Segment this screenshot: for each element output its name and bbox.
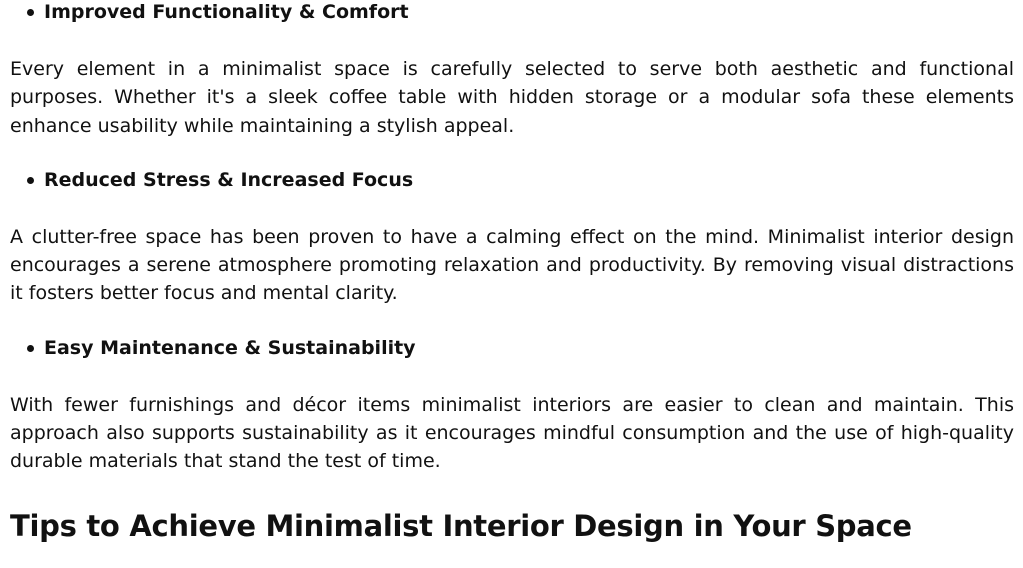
bullet-heading: Easy Maintenance & Sustainability	[44, 336, 416, 359]
paragraph: With fewer furnishings and décor items minimalist interiors are easier to clean and maintain. This approach also supports sustainability as it encourages mindful consumption and the use of high-quality durable materials that stand the test of time.	[10, 393, 1014, 473]
bullet-dot-icon	[27, 9, 34, 16]
paragraph: Every element in a minimalist space is carefully selected to serve both aesthetic and functional purposes. Whether it's a sleek coffee table with hidden storage or a modular sofa these elements enhance usability while maintaining a stylish appeal.	[10, 58, 1014, 137]
bullet-dot-icon	[27, 345, 34, 352]
bullet-dot-icon	[27, 177, 34, 184]
article-body	[10, 0, 1014, 568]
bullet-item	[10, 168, 1014, 194]
section-heading: Tips to Achieve Minimalist Interior Design in Your Space	[10, 508, 912, 543]
bullet-item	[10, 336, 1014, 362]
bullet-item	[10, 0, 1014, 26]
bullet-heading: Improved Functionality & Comfort	[44, 1, 409, 23]
paragraph: A clutter-free space has been proven to have a calming effect on the mind. Minimalist interior design encourages a serene atmosphere promoting relaxation and productivity. By removing visual distractions it fosters better focus and mental clarity.	[10, 225, 1014, 305]
bullet-heading: Reduced Stress & Increased Focus	[44, 168, 414, 191]
